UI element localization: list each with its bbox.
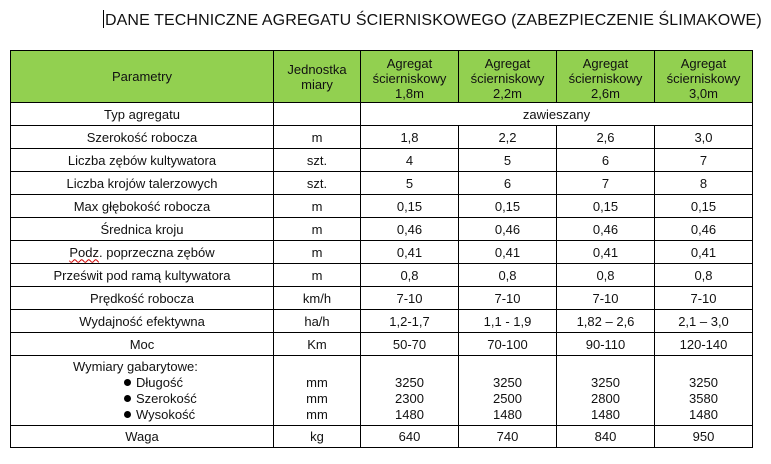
table-row-dimensions bbox=[11, 356, 753, 426]
row-value: 7-10 bbox=[557, 287, 655, 310]
header-model: Agregat ścierniskowy 3,0m bbox=[655, 51, 753, 103]
row-unit: m bbox=[274, 241, 361, 264]
row-value: 740 bbox=[459, 426, 557, 448]
spacer bbox=[655, 359, 752, 375]
dimension-item bbox=[11, 407, 273, 423]
document-title bbox=[103, 10, 762, 30]
row-param-text: Liczba zębów kultywatora bbox=[67, 152, 217, 168]
row-value: 2,6 bbox=[557, 126, 655, 149]
row-value: 2,2 bbox=[459, 126, 557, 149]
row-unit: m bbox=[274, 195, 361, 218]
row-value: 1,8 bbox=[361, 126, 459, 149]
dimension-value: 3250 bbox=[395, 374, 424, 390]
row-value: 0,15 bbox=[557, 195, 655, 218]
row-value: 0,15 bbox=[459, 195, 557, 218]
dimension-item bbox=[11, 375, 273, 391]
row-value: 5 bbox=[361, 172, 459, 195]
row-param-text: . poprzeczna zębów bbox=[99, 244, 215, 260]
row-param: Typ agregatu bbox=[11, 103, 274, 126]
row-param-text: Szerokość robocza bbox=[86, 129, 198, 145]
row-value: 8 bbox=[655, 172, 753, 195]
row-unit bbox=[274, 103, 361, 126]
row-value: 7 bbox=[655, 149, 753, 172]
row-param-text: Prędkość robocza bbox=[89, 290, 195, 306]
row-param-text: Liczba krojów talerzowych bbox=[66, 175, 218, 191]
dimension-value: 3250 bbox=[689, 374, 718, 390]
row-value: 0,41 bbox=[459, 241, 557, 264]
header-model: Agregat ścierniskowy 1,8m bbox=[361, 51, 459, 103]
dimension-label: Długość bbox=[136, 374, 183, 390]
dimension-value: 3250 bbox=[591, 374, 620, 390]
row-value: 0,41 bbox=[361, 241, 459, 264]
row-value: 0,15 bbox=[655, 195, 753, 218]
spacer bbox=[274, 359, 360, 375]
row-param-text: Prześwit pod ramą kultywatora bbox=[53, 267, 231, 283]
dimension-unit: mm bbox=[306, 390, 328, 406]
table-row-type bbox=[11, 103, 753, 126]
row-param bbox=[11, 218, 274, 241]
row-param: Waga bbox=[11, 426, 274, 448]
row-value: 7 bbox=[557, 172, 655, 195]
header-row bbox=[11, 51, 753, 103]
dimensions-param bbox=[11, 356, 274, 426]
spellcheck-word: Podz bbox=[69, 244, 99, 260]
row-value: 0,15 bbox=[361, 195, 459, 218]
row-param bbox=[11, 126, 274, 149]
spacer bbox=[459, 359, 556, 375]
row-param bbox=[11, 172, 274, 195]
specs-table bbox=[10, 50, 753, 448]
row-value: 7-10 bbox=[459, 287, 557, 310]
table-row bbox=[11, 218, 753, 241]
dimension-unit: mm bbox=[306, 374, 328, 390]
row-value: 0,8 bbox=[361, 264, 459, 287]
title-text: DANE TECHNICZNE AGREGATU ŚCIERNISKOWEGO (ZABEZPIECZENIE ŚLIMAKOWE) bbox=[105, 12, 762, 29]
table-row bbox=[11, 195, 753, 218]
row-param-text: Średnica kroju bbox=[100, 221, 184, 237]
row-value: 3,0 bbox=[655, 126, 753, 149]
row-value: 7-10 bbox=[361, 287, 459, 310]
bullet-icon bbox=[124, 379, 131, 386]
spacer bbox=[557, 359, 654, 375]
row-value: 840 bbox=[557, 426, 655, 448]
dimension-value: 2800 bbox=[591, 390, 620, 406]
table-row bbox=[11, 333, 753, 356]
dimension-value: 2300 bbox=[395, 390, 424, 406]
row-unit: km/h bbox=[274, 287, 361, 310]
header-model: Agregat ścierniskowy 2,6m bbox=[557, 51, 655, 103]
row-param bbox=[11, 333, 274, 356]
dimension-value: 1480 bbox=[591, 406, 620, 422]
row-value: 90-110 bbox=[557, 333, 655, 356]
table-row bbox=[11, 264, 753, 287]
dimension-value: 3250 bbox=[493, 374, 522, 390]
row-param bbox=[11, 287, 274, 310]
row-param-text: Max głębokość robocza bbox=[73, 198, 211, 214]
header-unit: Jednostka miary bbox=[274, 51, 361, 103]
dimension-value: 3580 bbox=[689, 390, 718, 406]
dimension-value: 2500 bbox=[493, 390, 522, 406]
row-value: 0,41 bbox=[655, 241, 753, 264]
dimension-item bbox=[11, 391, 273, 407]
row-unit: szt. bbox=[274, 172, 361, 195]
header-param: Parametry bbox=[11, 51, 274, 103]
row-value: 50-70 bbox=[361, 333, 459, 356]
row-unit: Km bbox=[274, 333, 361, 356]
row-value: 1,2-1,7 bbox=[361, 310, 459, 333]
dimension-label: Szerokość bbox=[136, 390, 197, 406]
row-value: 0,46 bbox=[557, 218, 655, 241]
row-value: 7-10 bbox=[655, 287, 753, 310]
dimension-values bbox=[655, 356, 753, 426]
table-row bbox=[11, 287, 753, 310]
type-value: zawieszany bbox=[361, 103, 753, 126]
dimension-value: 1480 bbox=[493, 406, 522, 422]
row-value: 0,8 bbox=[557, 264, 655, 287]
dimension-value: 1480 bbox=[689, 406, 718, 422]
row-value: 0,8 bbox=[459, 264, 557, 287]
row-value: 640 bbox=[361, 426, 459, 448]
row-value: 0,46 bbox=[361, 218, 459, 241]
row-value: 5 bbox=[459, 149, 557, 172]
dimension-values bbox=[557, 356, 655, 426]
row-value: 0,8 bbox=[655, 264, 753, 287]
row-value: 6 bbox=[557, 149, 655, 172]
row-param-text: Moc bbox=[129, 336, 155, 352]
dimension-value: 1480 bbox=[395, 406, 424, 422]
row-param bbox=[11, 149, 274, 172]
table-row bbox=[11, 172, 753, 195]
row-param bbox=[11, 310, 274, 333]
row-value: 2,1 – 3,0 bbox=[655, 310, 753, 333]
row-value: 1,1 - 1,9 bbox=[459, 310, 557, 333]
row-param bbox=[11, 241, 274, 264]
row-unit: m bbox=[274, 264, 361, 287]
row-value: 950 bbox=[655, 426, 753, 448]
row-value: 0,46 bbox=[459, 218, 557, 241]
row-unit: kg bbox=[274, 426, 361, 448]
text-cursor bbox=[103, 10, 104, 28]
row-param bbox=[11, 195, 274, 218]
table-row bbox=[11, 126, 753, 149]
row-param-text: Wydajność efektywna bbox=[79, 313, 205, 329]
dimension-label: Wysokość bbox=[136, 406, 196, 422]
row-value: 4 bbox=[361, 149, 459, 172]
table-row bbox=[11, 149, 753, 172]
dimension-values bbox=[361, 356, 459, 426]
table-row-weight bbox=[11, 426, 753, 448]
bullet-icon bbox=[124, 411, 131, 418]
dimension-unit: mm bbox=[306, 406, 328, 422]
row-unit: ha/h bbox=[274, 310, 361, 333]
bullet-icon bbox=[124, 395, 131, 402]
row-unit: m bbox=[274, 126, 361, 149]
row-value: 0,41 bbox=[557, 241, 655, 264]
row-unit: m bbox=[274, 218, 361, 241]
row-value: 0,46 bbox=[655, 218, 753, 241]
dimensions-units bbox=[274, 356, 361, 426]
row-value: 120-140 bbox=[655, 333, 753, 356]
dimension-values bbox=[459, 356, 557, 426]
row-value: 1,82 – 2,6 bbox=[557, 310, 655, 333]
header-model: Agregat ścierniskowy 2,2m bbox=[459, 51, 557, 103]
table-row bbox=[11, 241, 753, 264]
table-row bbox=[11, 310, 753, 333]
row-unit: szt. bbox=[274, 149, 361, 172]
row-value: 6 bbox=[459, 172, 557, 195]
spacer bbox=[361, 359, 458, 375]
row-value: 70-100 bbox=[459, 333, 557, 356]
row-param bbox=[11, 264, 274, 287]
dimensions-heading: Wymiary gabarytowe: bbox=[73, 358, 198, 374]
